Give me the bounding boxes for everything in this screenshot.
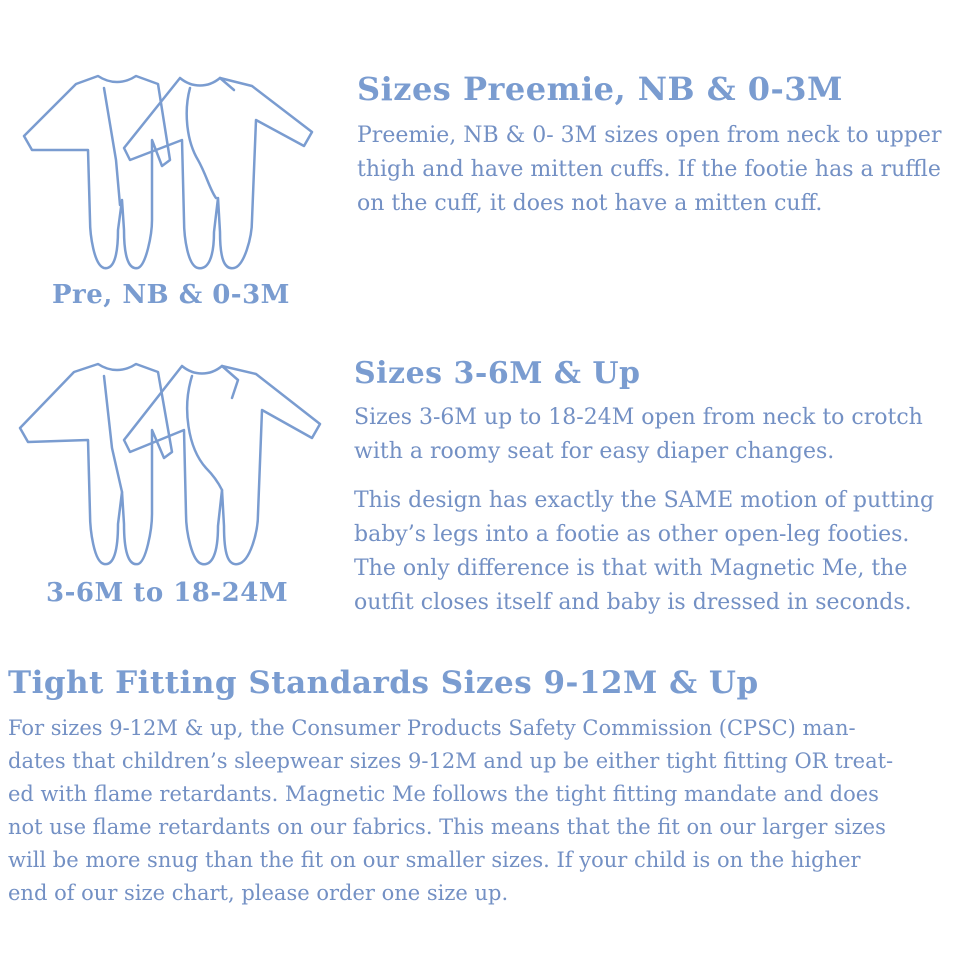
body-line: For sizes 9-12M & up, the Consumer Products Safety Commission (CPSC) man- [8, 716, 856, 740]
section-body-preemie [357, 119, 941, 221]
section-body-3-6m-para1 [354, 401, 923, 469]
section-heading-3-6m: Sizes 3-6M & Up [354, 356, 641, 391]
body-line: end of our size chart, please order one size up. [8, 881, 509, 905]
section-heading-preemie: Sizes Preemie, NB & 0-3M [357, 70, 843, 108]
body-line: Sizes 3-6M up to 18-24M open from neck to crotch [354, 405, 923, 430]
section-body-3-6m-para2 [354, 484, 934, 620]
illustration-label-small: Pre, NB & 0-3M [52, 280, 290, 310]
footie-illustration-small [20, 70, 320, 280]
section-heading-tight-fitting: Tight Fitting Standards Sizes 9-12M & Up [8, 665, 759, 701]
body-line: This design has exactly the SAME motion of putting [354, 488, 935, 513]
body-line: ed with flame retardants. Magnetic Me follows the tight fitting mandate and does [8, 782, 879, 806]
section-body-tight-fitting [8, 712, 893, 910]
body-line: Preemie, NB & 0- 3M sizes open from neck to upper [357, 123, 942, 148]
illustration-label-large: 3-6M to 18-24M [46, 578, 289, 608]
baby-footie-pair-icon [16, 358, 328, 576]
body-line: thigh and have mitten cuffs. If the footie has a ruffle [357, 157, 941, 182]
body-line: dates that children’s sleepwear sizes 9-12M and up be either tight fitting OR treat- [8, 749, 894, 773]
body-line: The only difference is that with Magnetic Me, the [354, 556, 908, 581]
body-line: on the cuff, it does not have a mitten cuff. [357, 191, 823, 216]
baby-footie-pair-icon [20, 70, 320, 280]
footie-illustration-large [16, 358, 328, 576]
body-line: outfit closes itself and baby is dressed in seconds. [354, 590, 912, 615]
body-line: not use flame retardants on our fabrics. This means that the fit on our larger sizes [8, 815, 886, 839]
body-line: will be more snug than the fit on our smaller sizes. If your child is on the higher [8, 848, 861, 872]
body-line: baby’s legs into a footie as other open-leg footies. [354, 522, 910, 547]
body-line: with a roomy seat for easy diaper changes. [354, 439, 835, 464]
